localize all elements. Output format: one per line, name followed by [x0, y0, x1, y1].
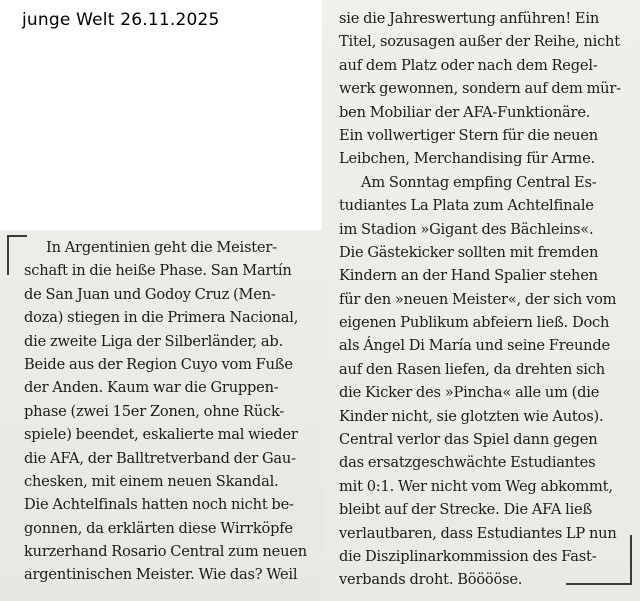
source-caption: junge Welt 26.11.2025 [22, 10, 220, 30]
text-line: die Kicker des »Pincha« alle um (die [339, 384, 600, 402]
text-line: Kindern an der Hand Spalier stehen [339, 267, 598, 285]
text-line: kurzerhand Rosario Central zum neuen [24, 543, 307, 561]
text-line: tudiantes La Plata zum Achtelfinale [339, 197, 594, 215]
text-line: Leibchen, Merchandising für Arme. [339, 150, 595, 168]
text-line: doza) stiegen in die Primera Nacional, [24, 309, 299, 327]
text-line: für den »neuen Meister«, der sich vom [339, 290, 617, 308]
text-line: phase (zwei 15er Zonen, ohne Rück- [24, 402, 285, 420]
text-line: ben Mobiliar der AFA-Funktionäre. [339, 103, 591, 121]
text-line: Titel, sozusagen außer der Reihe, nicht [339, 33, 620, 51]
text-line: chesken, mit einem neuen Skandal. [24, 472, 279, 490]
text-line: auf dem Platz oder nach dem Regel- [339, 56, 598, 74]
text-line: der Anden. Kaum war die Gruppen- [24, 379, 279, 397]
text-line: die AFA, der Balltretverband der Gau- [24, 449, 296, 467]
text-line: In Argentinien geht die Meister- [46, 239, 277, 256]
text-line: verlautbaren, dass Estudiantes LP nun [339, 524, 617, 542]
text-line: Central verlor das Spiel dann gegen [339, 431, 598, 449]
text-line: verbands droht. Bööööse. [339, 571, 523, 589]
text-line: werk gewonnen, sondern auf dem mür- [339, 80, 621, 98]
text-line: Am Sonntag empfing Central Es- [361, 173, 597, 191]
text-line: sie die Jahreswertung anführen! Ein [339, 10, 600, 27]
text-line: Ein vollwertiger Stern für die neuen [339, 126, 598, 144]
text-line: argentinischen Meister. Wie das? Weil [24, 566, 298, 584]
article-column-right [339, 7, 621, 592]
text-line: als Ángel Di María und seine Freunde [339, 337, 610, 355]
blank-area [0, 0, 322, 230]
text-line: Die Achtelfinals hatten noch nicht be- [24, 496, 294, 514]
text-line: eigenen Publikum abfeiern ließ. Doch [339, 314, 610, 332]
text-line: Kinder nicht, sie glotzten wie Autos). [339, 407, 604, 425]
text-line: Beide aus der Region Cuyo vom Fuße [24, 355, 293, 373]
text-line: die zweite Liga der Silberländer, ab. [24, 332, 284, 350]
text-line: das ersatzgeschwächte Estudiantes [339, 454, 596, 472]
text-line: schaft in die heiße Phase. San Martín [24, 262, 292, 280]
text-line: de San Juan und Godoy Cruz (Men- [24, 285, 276, 303]
text-line: mit 0:1. Wer nicht vom Weg abkommt, [339, 477, 613, 495]
text-line: gonnen, da erklärten diese Wirrköpfe [24, 519, 293, 537]
text-line: auf den Rasen liefen, da drehten sich [339, 360, 605, 378]
text-line: die Disziplinarkommission des Fast- [339, 547, 597, 565]
text-line: spiele) beendet, eskalierte mal wieder [24, 426, 298, 444]
article-column-left [24, 236, 307, 587]
text-line: im Stadion »Gigant des Bächleins«. [339, 220, 594, 238]
text-line: bleibt auf der Strecke. Die AFA ließ [339, 501, 593, 519]
text-line: Die Gästekicker sollten mit fremden [339, 243, 599, 261]
